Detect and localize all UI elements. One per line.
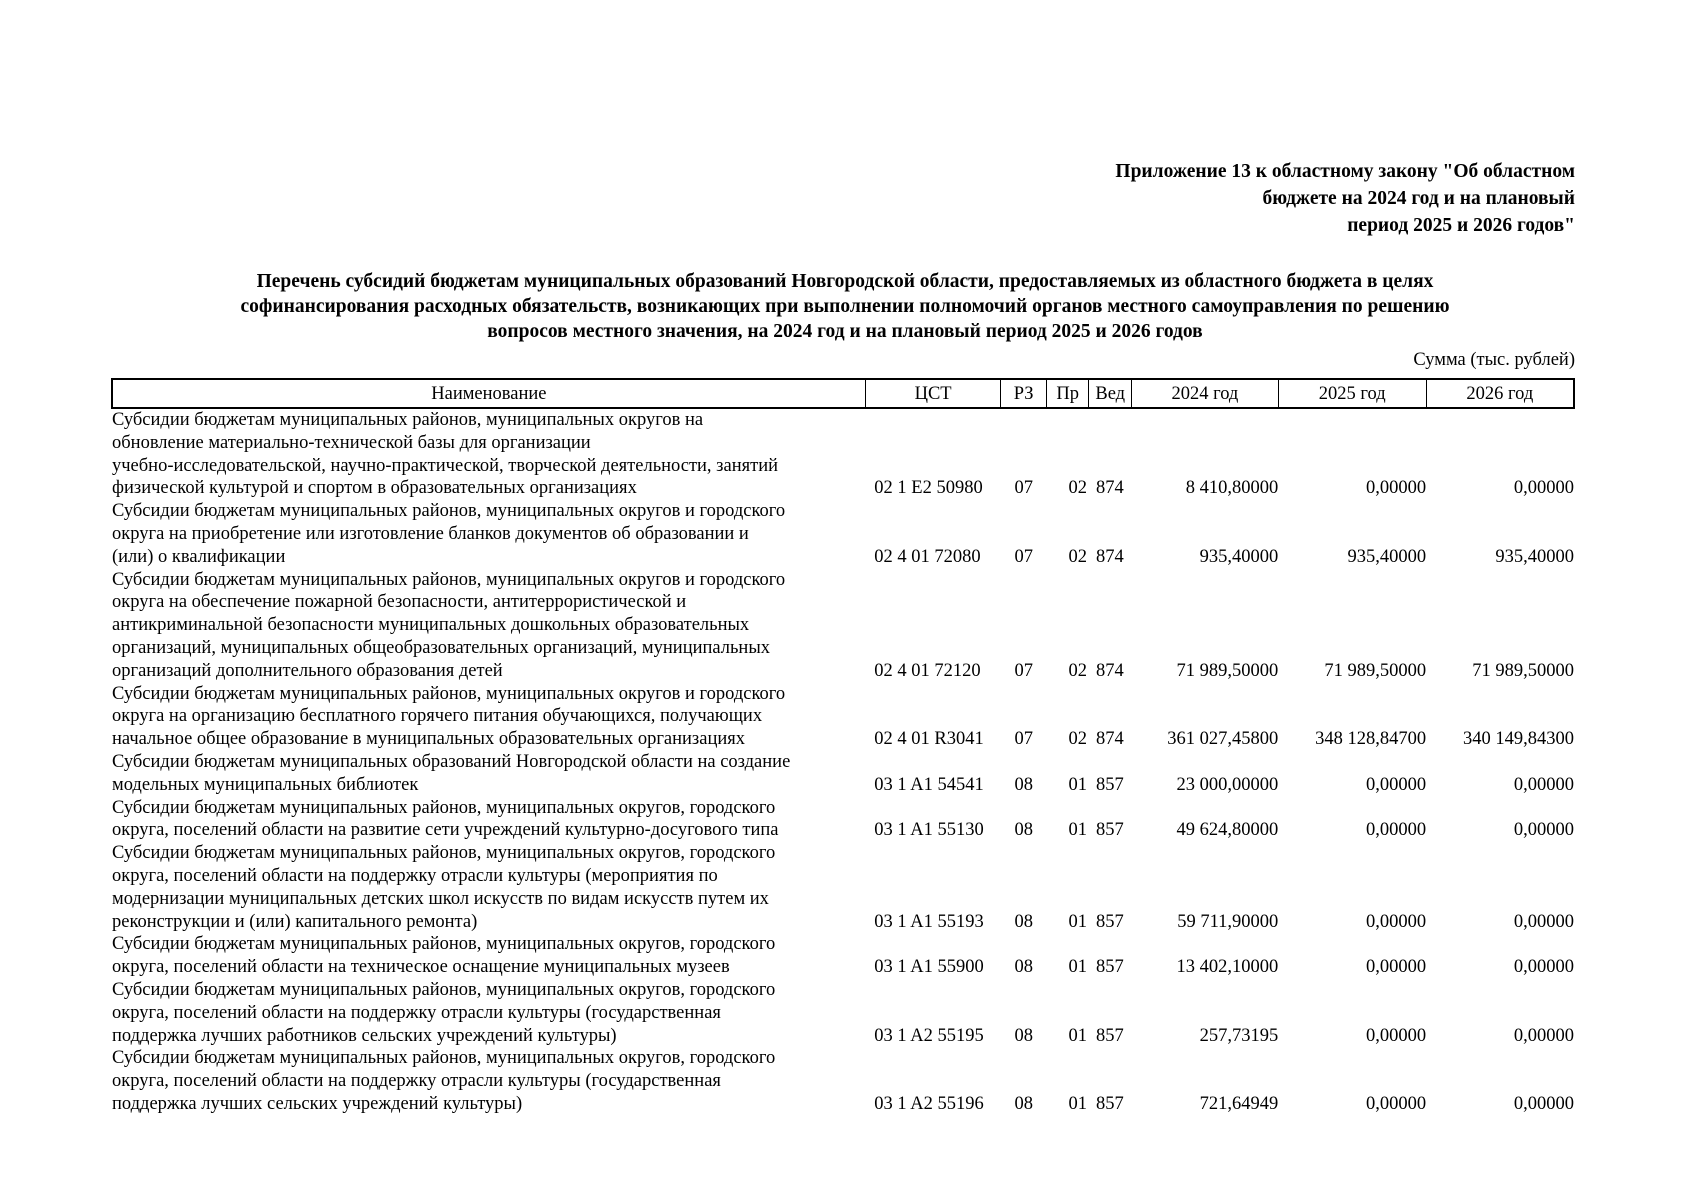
cell-2026: 0,00000	[1513, 774, 1574, 795]
table-row	[112, 569, 1574, 683]
cell-2025: 0,00000	[1365, 774, 1427, 795]
cell-rz: 08	[1014, 1025, 1033, 1046]
name-line: округа на организацию бесплатного горячего питания обучающихся, получающих	[112, 706, 763, 727]
name-line: Субсидии бюджетам муниципальных районов, муниципальных округов на	[112, 410, 704, 430]
cell-2026: 340 149,84300	[1463, 729, 1574, 750]
cell-cst: 03 1 A1 55130	[874, 820, 984, 841]
cell-cst: 02 4 01 72120	[874, 660, 981, 681]
name-line: организаций дополнительного образования детей	[112, 660, 503, 681]
name-line: обновление материально-технической базы для организации	[112, 432, 591, 453]
table-row	[112, 1047, 1574, 1115]
cell-2024: 71 989,50000	[1176, 660, 1279, 681]
cell-2025: 0,00000	[1365, 1093, 1427, 1114]
name-line: округа на приобретение или изготовление бланков документов об образовании и	[112, 523, 749, 544]
cell-pr: 01	[1068, 774, 1087, 795]
cell-name	[112, 1047, 865, 1115]
table-row	[112, 842, 1574, 933]
cell-2025: 0,00000	[1365, 478, 1427, 499]
cell-name	[112, 569, 865, 683]
cell-cst: 03 1 A2 55195	[874, 1025, 984, 1046]
table-row	[112, 751, 1574, 797]
header-2024: 2024 год	[1132, 379, 1279, 408]
title-line: софинансирования расходных обязательств, возникающих при выполнении полномочий органов местного самоуправления по решению	[240, 296, 1450, 317]
cell-2026: 0,00000	[1513, 1093, 1574, 1114]
cell-2024: 361 027,45800	[1167, 729, 1279, 750]
cell-2024: 935,40000	[1199, 546, 1279, 567]
cell-2025: 0,00000	[1365, 820, 1427, 841]
name-line: модернизации муниципальных детских школ искусств по видам искусств путем их	[112, 888, 769, 909]
cell-2024: 49 624,80000	[1176, 820, 1279, 841]
cell-name	[112, 842, 865, 933]
name-line: Субсидии бюджетам муниципальных районов, муниципальных округов и городского	[112, 683, 786, 704]
name-line: Субсидии бюджетам муниципальных районов, муниципальных округов, городского	[112, 843, 776, 864]
cell-2026: 0,00000	[1513, 911, 1574, 932]
cell-ved: 857	[1095, 911, 1124, 932]
header-rz: РЗ	[1001, 379, 1047, 408]
cell-ved: 857	[1095, 957, 1124, 978]
name-line: Субсидии бюджетам муниципальных районов, муниципальных округов, городского	[112, 797, 776, 818]
cell-ved: 857	[1095, 1025, 1124, 1046]
document-title	[105, 269, 1585, 344]
name-line: Субсидии бюджетам муниципальных районов, муниципальных округов, городского	[112, 979, 776, 1000]
cell-cst: 03 1 A1 55193	[874, 911, 984, 932]
table-header-row	[112, 379, 1574, 408]
name-line: физической культурой и спортом в образовательных организациях	[112, 478, 637, 499]
cell-2026: 0,00000	[1513, 820, 1574, 841]
cell-name	[112, 979, 865, 1047]
name-line: поддержка лучших сельских учреждений культуры)	[112, 1093, 523, 1114]
header-2025: 2025 год	[1278, 379, 1426, 408]
cell-ved: 874	[1095, 546, 1124, 567]
cell-2025: 935,40000	[1347, 546, 1427, 567]
header-2026: 2026 год	[1426, 379, 1574, 408]
name-line: начальное общее образование в муниципальных образовательных организациях	[112, 729, 746, 750]
cell-cst: 02 4 01 72080	[874, 546, 981, 567]
cell-name	[112, 751, 865, 797]
name-line: антикриминальной безопасности муниципальных дошкольных образовательных	[112, 615, 750, 636]
name-line: модельных муниципальных библиотек	[112, 774, 419, 795]
name-line: Субсидии бюджетам муниципальных районов, муниципальных округов, городского	[112, 1048, 776, 1069]
cell-pr: 01	[1068, 820, 1087, 841]
cell-rz: 08	[1014, 820, 1033, 841]
cell-2026: 0,00000	[1513, 1025, 1574, 1046]
cell-2026: 0,00000	[1513, 957, 1574, 978]
cell-ved: 857	[1095, 1093, 1124, 1114]
table-row	[112, 683, 1574, 751]
cell-2024: 257,73195	[1199, 1025, 1279, 1046]
cell-name	[112, 683, 865, 751]
name-line: Субсидии бюджетам муниципальных образований Новгородской области на создание	[112, 751, 791, 772]
table-row	[112, 979, 1574, 1047]
name-line: округа на обеспечение пожарной безопасности, антитеррористической и	[112, 592, 687, 613]
cell-2024: 8 410,80000	[1185, 478, 1279, 499]
cell-2026: 935,40000	[1495, 546, 1574, 567]
name-line: реконструкции и (или) капитального ремонта)	[112, 911, 478, 932]
table-row	[112, 500, 1574, 568]
cell-2025: 348 128,84700	[1315, 729, 1427, 750]
header-name: Наименование	[112, 379, 865, 408]
cell-pr: 01	[1068, 1093, 1087, 1114]
name-line: учебно-исследовательской, научно-практической, творческой деятельности, занятий	[112, 455, 778, 476]
cell-ved: 857	[1095, 820, 1124, 841]
cell-rz: 08	[1014, 911, 1033, 932]
title-line: вопросов местного значения, на 2024 год и на плановый период 2025 и 2026 годов	[487, 321, 1203, 342]
name-line: округа, поселений области на поддержку отрасли культуры (мероприятия по	[112, 865, 718, 886]
cell-2026: 71 989,50000	[1472, 660, 1574, 681]
name-line: организаций, муниципальных общеобразовательных организаций, муниципальных	[112, 637, 771, 658]
cell-pr: 02	[1068, 660, 1087, 681]
cell-rz: 08	[1014, 957, 1033, 978]
header-cst: ЦСТ	[865, 379, 1001, 408]
cell-cst: 03 1 A1 55900	[874, 957, 984, 978]
cell-rz: 08	[1014, 1093, 1033, 1114]
name-line: Субсидии бюджетам муниципальных районов, муниципальных округов и городского	[112, 501, 786, 522]
header-pr: Пр	[1046, 379, 1089, 408]
cell-2025: 0,00000	[1365, 911, 1427, 932]
cell-name	[112, 408, 865, 500]
cell-pr: 02	[1068, 729, 1087, 750]
name-line: Субсидии бюджетам муниципальных районов, муниципальных округов, городского	[112, 934, 776, 955]
cell-2024: 59 711,90000	[1177, 911, 1279, 932]
cell-rz: 07	[1014, 546, 1033, 567]
name-line: Субсидии бюджетам муниципальных районов, муниципальных округов и городского	[112, 569, 786, 590]
cell-2025: 71 989,50000	[1324, 660, 1427, 681]
name-line: (или) о квалификации	[112, 546, 286, 567]
cell-cst: 02 4 01 R3041	[874, 729, 984, 750]
name-line: округа, поселений области на поддержку отрасли культуры (государственная	[112, 1071, 721, 1092]
cell-name	[112, 500, 865, 568]
cell-pr: 02	[1068, 478, 1087, 499]
title-line: Перечень субсидий бюджетам муниципальных образований Новгородской области, предоставляемых из областного бюджета в целях	[256, 271, 1434, 292]
table-row	[112, 933, 1574, 979]
cell-2025: 0,00000	[1365, 957, 1427, 978]
appendix-line: период 2025 и 2026 годов"	[1347, 215, 1575, 236]
cell-name	[112, 797, 865, 843]
cell-pr: 02	[1068, 546, 1087, 567]
appendix-line: бюджете на 2024 год и на плановый	[1262, 188, 1575, 209]
cell-2024: 13 402,10000	[1176, 957, 1279, 978]
subsidies-table	[111, 378, 1575, 1116]
cell-rz: 08	[1014, 774, 1033, 795]
cell-ved: 874	[1095, 729, 1124, 750]
name-line: округа, поселений области на развитие сети учреждений культурно-досугового типа	[112, 820, 779, 841]
name-line: округа, поселений области на поддержку отрасли культуры (государственная	[112, 1002, 721, 1023]
appendix-line: Приложение 13 к областному закону "Об областном	[1115, 161, 1575, 182]
cell-ved: 857	[1095, 774, 1124, 795]
cell-pr: 01	[1068, 957, 1087, 978]
cell-cst: 03 1 A1 54541	[874, 774, 984, 795]
cell-ved: 874	[1095, 660, 1124, 681]
cell-2024: 721,64949	[1199, 1093, 1279, 1114]
table-row	[112, 408, 1574, 500]
cell-rz: 07	[1014, 729, 1033, 750]
cell-ved: 874	[1095, 478, 1124, 499]
cell-cst: 02 1 E2 50980	[874, 478, 983, 499]
units-note: Сумма (тыс. рублей)	[1413, 350, 1575, 370]
header-ved: Вед	[1089, 379, 1132, 408]
cell-name	[112, 933, 865, 979]
appendix-heading	[1015, 158, 1575, 239]
table-row	[112, 797, 1574, 843]
cell-rz: 07	[1014, 660, 1033, 681]
cell-2026: 0,00000	[1513, 478, 1574, 499]
cell-2024: 23 000,00000	[1176, 774, 1279, 795]
cell-pr: 01	[1068, 1025, 1087, 1046]
name-line: округа, поселений области на техническое оснащение муниципальных музеев	[112, 957, 730, 978]
name-line: поддержка лучших работников сельских учреждений культуры)	[112, 1025, 617, 1046]
cell-cst: 03 1 A2 55196	[874, 1093, 984, 1114]
table-body	[112, 408, 1574, 1116]
cell-pr: 01	[1068, 911, 1087, 932]
cell-2025: 0,00000	[1365, 1025, 1427, 1046]
cell-rz: 07	[1014, 478, 1033, 499]
